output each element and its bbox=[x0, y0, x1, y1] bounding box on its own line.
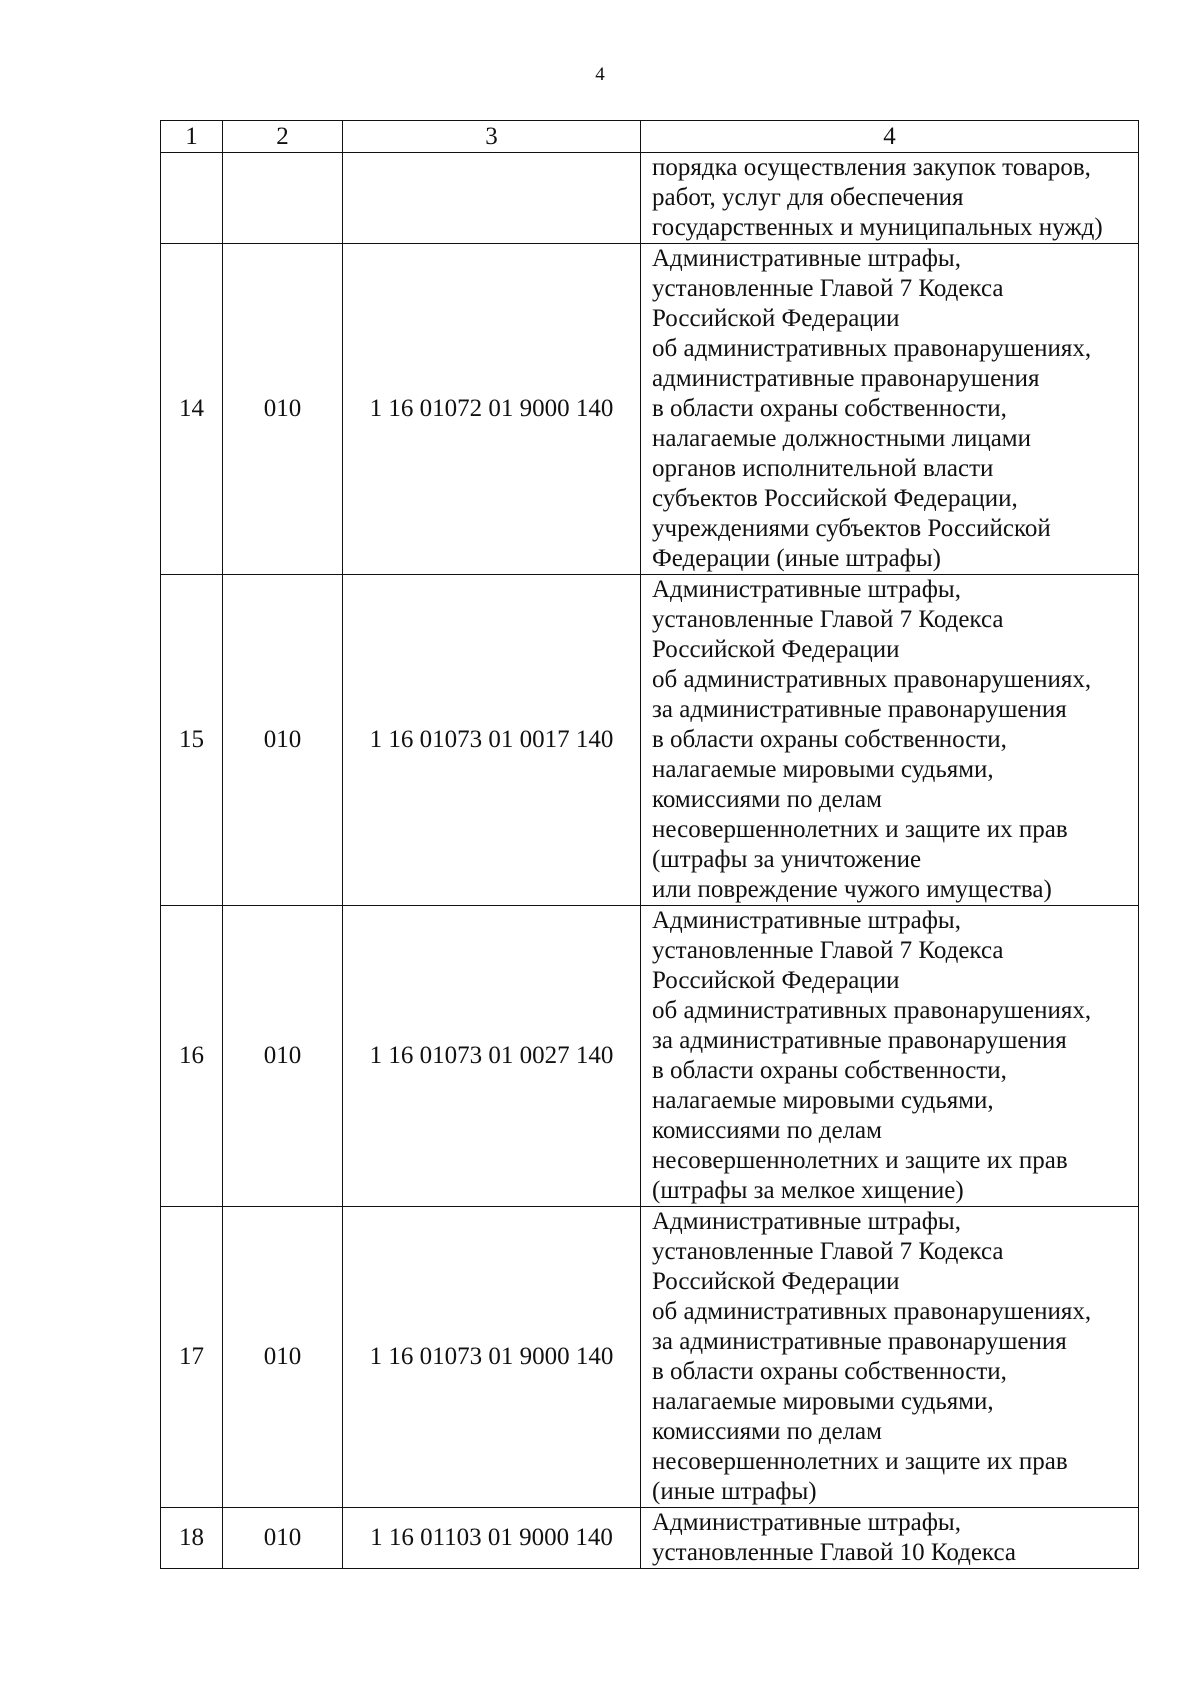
cell-kbk bbox=[343, 153, 641, 244]
description-line: установленные Главой 10 Кодекса bbox=[652, 1539, 1016, 1566]
table-body bbox=[161, 121, 1139, 1569]
table-row bbox=[161, 1207, 1139, 1508]
description-line: об административных правонарушениях, bbox=[652, 335, 1092, 362]
description-line: за административные правонарушения bbox=[652, 1328, 1067, 1355]
description-line: органов исполнительной власти bbox=[652, 455, 994, 482]
description-line: Административные штрафы, bbox=[652, 1208, 961, 1235]
column-header-3: 3 bbox=[343, 121, 641, 153]
table-row bbox=[161, 244, 1139, 575]
cell-code: 010 bbox=[223, 575, 343, 906]
cell-description bbox=[641, 906, 1139, 1207]
table-row-continuation bbox=[161, 153, 1139, 244]
description-line: установленные Главой 7 Кодекса bbox=[652, 1238, 1004, 1265]
table-row bbox=[161, 1508, 1139, 1569]
description-line: об административных правонарушениях, bbox=[652, 666, 1092, 693]
document-table bbox=[160, 120, 1139, 1569]
description-line: несовершеннолетних и защите их прав bbox=[652, 1147, 1068, 1174]
description-line: налагаемые должностными лицами bbox=[652, 425, 1031, 452]
cell-kbk: 1 16 01073 01 0017 140 bbox=[343, 575, 641, 906]
description-line: Российской Федерации bbox=[652, 305, 900, 332]
description-line: в области охраны собственности, bbox=[652, 395, 1007, 422]
cell-code: 010 bbox=[223, 1207, 343, 1508]
description-line: несовершеннолетних и защите их прав bbox=[652, 816, 1068, 843]
description-line: в области охраны собственности, bbox=[652, 1358, 1007, 1385]
cell-num: 18 bbox=[161, 1508, 223, 1569]
description-line: субъектов Российской Федерации, bbox=[652, 485, 1018, 512]
cell-code: 010 bbox=[223, 1508, 343, 1569]
cell-description bbox=[641, 153, 1139, 244]
description-line: комиссиями по делам bbox=[652, 786, 882, 813]
description-line: административные правонарушения bbox=[652, 365, 1040, 392]
description-line: об административных правонарушениях, bbox=[652, 997, 1092, 1024]
cell-kbk: 1 16 01103 01 9000 140 bbox=[343, 1508, 641, 1569]
description-line: Административные штрафы, bbox=[652, 245, 961, 272]
description-line: установленные Главой 7 Кодекса bbox=[652, 937, 1004, 964]
description-line: или повреждение чужого имущества) bbox=[652, 876, 1052, 903]
description-line: работ, услуг для обеспечения bbox=[652, 184, 964, 211]
description-line: в области охраны собственности, bbox=[652, 726, 1007, 753]
description-line: установленные Главой 7 Кодекса bbox=[652, 606, 1004, 633]
cell-kbk: 1 16 01072 01 9000 140 bbox=[343, 244, 641, 575]
description-line: Российской Федерации bbox=[652, 967, 900, 994]
cell-num: 17 bbox=[161, 1207, 223, 1508]
cell-code bbox=[223, 153, 343, 244]
description-line: государственных и муниципальных нужд) bbox=[652, 214, 1103, 241]
description-line: Российской Федерации bbox=[652, 1268, 900, 1295]
description-line: налагаемые мировыми судьями, bbox=[652, 756, 994, 783]
description-line: комиссиями по делам bbox=[652, 1418, 882, 1445]
cell-num: 16 bbox=[161, 906, 223, 1207]
description-line: Административные штрафы, bbox=[652, 907, 961, 934]
page-number: 4 bbox=[595, 64, 605, 85]
table-row bbox=[161, 575, 1139, 906]
cell-description bbox=[641, 575, 1139, 906]
cell-description bbox=[641, 244, 1139, 575]
description-line: за административные правонарушения bbox=[652, 1027, 1067, 1054]
description-line: порядка осуществления закупок товаров, bbox=[652, 154, 1091, 181]
description-line: налагаемые мировыми судьями, bbox=[652, 1388, 994, 1415]
description-line: комиссиями по делам bbox=[652, 1117, 882, 1144]
description-line: за административные правонарушения bbox=[652, 696, 1067, 723]
column-header-1: 1 bbox=[161, 121, 223, 153]
cell-kbk: 1 16 01073 01 9000 140 bbox=[343, 1207, 641, 1508]
description-line: Российской Федерации bbox=[652, 636, 900, 663]
description-line: установленные Главой 7 Кодекса bbox=[652, 275, 1004, 302]
cell-num bbox=[161, 153, 223, 244]
column-header-2: 2 bbox=[223, 121, 343, 153]
cell-code: 010 bbox=[223, 244, 343, 575]
cell-code: 010 bbox=[223, 906, 343, 1207]
description-line: Федерации (иные штрафы) bbox=[652, 545, 941, 572]
description-line: несовершеннолетних и защите их прав bbox=[652, 1448, 1068, 1475]
description-line: (иные штрафы) bbox=[652, 1478, 817, 1505]
description-line: учреждениями субъектов Российской bbox=[652, 515, 1051, 542]
description-line: Административные штрафы, bbox=[652, 576, 961, 603]
description-line: в области охраны собственности, bbox=[652, 1057, 1007, 1084]
cell-description bbox=[641, 1508, 1139, 1569]
table-row bbox=[161, 906, 1139, 1207]
cell-kbk: 1 16 01073 01 0027 140 bbox=[343, 906, 641, 1207]
table-header-row bbox=[161, 121, 1139, 153]
description-line: об административных правонарушениях, bbox=[652, 1298, 1092, 1325]
description-line: (штрафы за уничтожение bbox=[652, 846, 922, 873]
cell-num: 15 bbox=[161, 575, 223, 906]
description-line: (штрафы за мелкое хищение) bbox=[652, 1177, 964, 1204]
column-header-4: 4 bbox=[641, 121, 1139, 153]
description-line: налагаемые мировыми судьями, bbox=[652, 1087, 994, 1114]
description-line: Административные штрафы, bbox=[652, 1509, 961, 1536]
cell-description bbox=[641, 1207, 1139, 1508]
cell-num: 14 bbox=[161, 244, 223, 575]
